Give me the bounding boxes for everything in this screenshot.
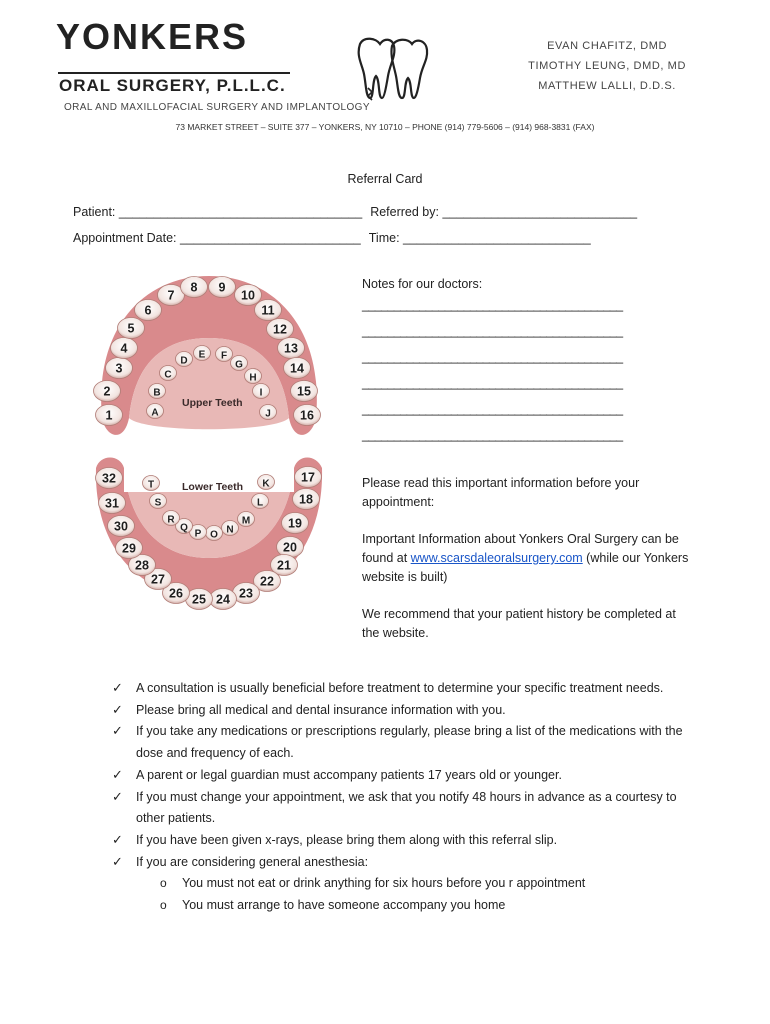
tooth-2-label: 2 (103, 384, 111, 399)
tooth-30-label: 30 (114, 519, 128, 534)
practice-logo (56, 16, 376, 113)
tooth-28-label: 28 (135, 558, 149, 573)
check-icon: ✓ (112, 789, 123, 805)
upper-teeth-label: Upper Teeth (182, 397, 243, 409)
checklist-text: If you are considering general anesthesia: (136, 854, 369, 869)
tooth-B-label: B (153, 387, 161, 399)
notes-line[interactable]: _________________________________________ (362, 350, 623, 364)
checklist-text: A parent or legal guardian must accompany patients 17 years old or younger. (136, 767, 562, 782)
card-title: Referral Card (347, 172, 423, 186)
tooth-17-label: 17 (301, 470, 315, 485)
tooth-P-label: P (194, 528, 202, 540)
logo-rule (58, 72, 290, 74)
notes-line[interactable]: _________________________________________ (362, 376, 623, 390)
checklist-text: If you have been given x-rays, please bring them along with this referral slip. (136, 832, 558, 847)
tooth-8-label: 8 (190, 280, 198, 295)
tooth-13-label: 13 (284, 341, 298, 356)
appointment-row (73, 231, 591, 245)
tooth-23-label: 23 (239, 586, 253, 601)
referred-by-field[interactable]: Referred by: ____________________________ (370, 205, 638, 219)
tooth-11-label: 11 (261, 303, 275, 318)
time-field[interactable]: Time: ___________________________ (368, 231, 591, 245)
sub-item (160, 895, 692, 917)
tooth-S-label: S (154, 497, 162, 509)
check-icon: ✓ (112, 767, 123, 783)
tooth-22-label: 22 (260, 574, 274, 589)
tooth-F-label: F (220, 350, 228, 362)
tooth-C-label: C (164, 369, 172, 381)
logo-subtitle: ORAL SURGERY, P.L.L.C. (59, 76, 286, 95)
patient-referral-row (73, 205, 637, 219)
tooth-4-label: 4 (120, 341, 128, 356)
tooth-chart (84, 268, 334, 618)
checklist-item (112, 721, 692, 764)
read-notice: Please read this important information before your appointment: (362, 476, 640, 509)
tooth-16-label: 16 (300, 408, 314, 423)
tooth-6-label: 6 (144, 303, 152, 318)
tooth-3-label: 3 (115, 361, 123, 376)
tooth-21-label: 21 (277, 558, 291, 573)
tooth-R-label: R (167, 514, 175, 526)
check-icon: ✓ (112, 702, 123, 718)
check-icon: ✓ (112, 832, 123, 848)
tooth-12-label: 12 (273, 322, 287, 337)
tooth-J-label: J (265, 408, 271, 420)
tooth-32-label: 32 (102, 471, 116, 486)
notes-label: Notes for our doctors: (362, 277, 483, 291)
doctor-name: TIMOTHY LEUNG, DMD, MD (528, 60, 686, 72)
checklist-item (112, 700, 692, 722)
tooth-27-label: 27 (151, 572, 165, 587)
notes-line[interactable]: _________________________________________ (362, 298, 623, 312)
notes-line[interactable]: _________________________________________ (362, 324, 623, 338)
tooth-logo-icon (354, 36, 430, 102)
tooth-K-label: K (262, 478, 270, 490)
patient-field[interactable]: Patient: ___________________________________ (73, 205, 363, 219)
important-info (362, 530, 692, 587)
checklist-text: A consultation is usually beneficial before treatment to determine your specific treatment needs. (136, 681, 664, 695)
recommend-text: We recommend that your patient history be completed at the website. (362, 607, 676, 640)
lower-teeth-label: Lower Teeth (182, 481, 244, 493)
doctor-list (528, 36, 686, 96)
tooth-M-label: M (241, 515, 251, 527)
info-section (362, 474, 692, 661)
tooth-L-label: L (256, 497, 264, 509)
notes-line[interactable]: _________________________________________ (362, 402, 623, 416)
check-icon: ✓ (112, 681, 123, 696)
checklist-text: If you take any medications or prescriptions regularly, please bring a list of the medications with the dose and frequency of each. (136, 724, 683, 761)
important-suffix: (while our Yonkers website is built) (362, 551, 689, 584)
check-icon: ✓ (112, 854, 123, 870)
tooth-29-label: 29 (122, 541, 136, 556)
tooth-14-label: 14 (290, 361, 304, 376)
tooth-H-label: H (249, 372, 257, 384)
appointment-date-field[interactable]: Appointment Date: __________________________ (73, 231, 361, 245)
checklist-item (112, 852, 692, 917)
instructions-checklist (112, 678, 692, 917)
sub-item (160, 873, 692, 895)
tooth-A-label: A (151, 407, 159, 419)
tooth-20-label: 20 (283, 540, 297, 555)
tooth-7-label: 7 (167, 288, 175, 303)
circle-bullet-icon: o (160, 876, 167, 891)
website-link[interactable]: www.scarsdaleoralsurgery.com (410, 551, 583, 565)
tooth-10-label: 10 (241, 288, 255, 303)
tooth-E-label: E (198, 349, 206, 361)
anesthesia-sublist (160, 873, 692, 916)
checklist-item (112, 787, 692, 830)
tooth-18-label: 18 (299, 492, 313, 507)
tooth-26-label: 26 (169, 586, 183, 601)
checklist-item (112, 830, 692, 852)
checklist-text: If you must change your appointment, we ask that you notify 48 hours in advance as a courtesy to other patients. (136, 789, 677, 826)
tooth-5-label: 5 (127, 321, 135, 336)
doctor-name: MATTHEW LALLI, D.D.S. (538, 80, 676, 92)
practice-address: 73 MARKET STREET – SUITE 377 – YONKERS, NY 10710 – PHONE (914) 779-5606 – (914) 968-3831 (FAX) (175, 122, 595, 132)
tooth-15-label: 15 (297, 384, 311, 399)
tooth-25-label: 25 (192, 592, 206, 607)
logo-tagline: ORAL AND MAXILLOFACIAL SURGERY AND IMPLANTOLOGY (64, 102, 370, 113)
tooth-1-label: 1 (105, 408, 113, 423)
notes-section (362, 276, 622, 448)
sub-item-text: You must arrange to have someone accompany you home (182, 898, 506, 913)
tooth-19-label: 19 (288, 516, 302, 531)
tooth-O-label: O (210, 529, 218, 541)
tooth-G-label: G (235, 359, 243, 371)
tooth-T-label: T (147, 479, 155, 491)
checklist-item (112, 678, 692, 700)
tooth-D-label: D (180, 355, 188, 367)
tooth-N-label: N (226, 524, 234, 536)
tooth-24-label: 24 (216, 592, 230, 607)
check-icon: ✓ (112, 724, 123, 740)
circle-bullet-icon: o (160, 898, 167, 913)
tooth-Q-label: Q (180, 522, 188, 534)
checklist-text: Please bring all medical and dental insurance information with you. (136, 702, 506, 717)
tooth-31-label: 31 (105, 496, 119, 511)
doctor-name: EVAN CHAFITZ, DMD (547, 40, 668, 52)
tooth-I-label: I (259, 387, 263, 399)
tooth-9-label: 9 (218, 280, 226, 295)
important-prefix: Important Information about Yonkers Oral Surgery can be found at (362, 532, 679, 565)
checklist-item (112, 765, 692, 787)
logo-name: YONKERS (56, 16, 249, 57)
notes-line[interactable]: _________________________________________ (362, 428, 623, 442)
sub-item-text: You must not eat or drink anything for six hours before you r appointment (182, 876, 586, 891)
